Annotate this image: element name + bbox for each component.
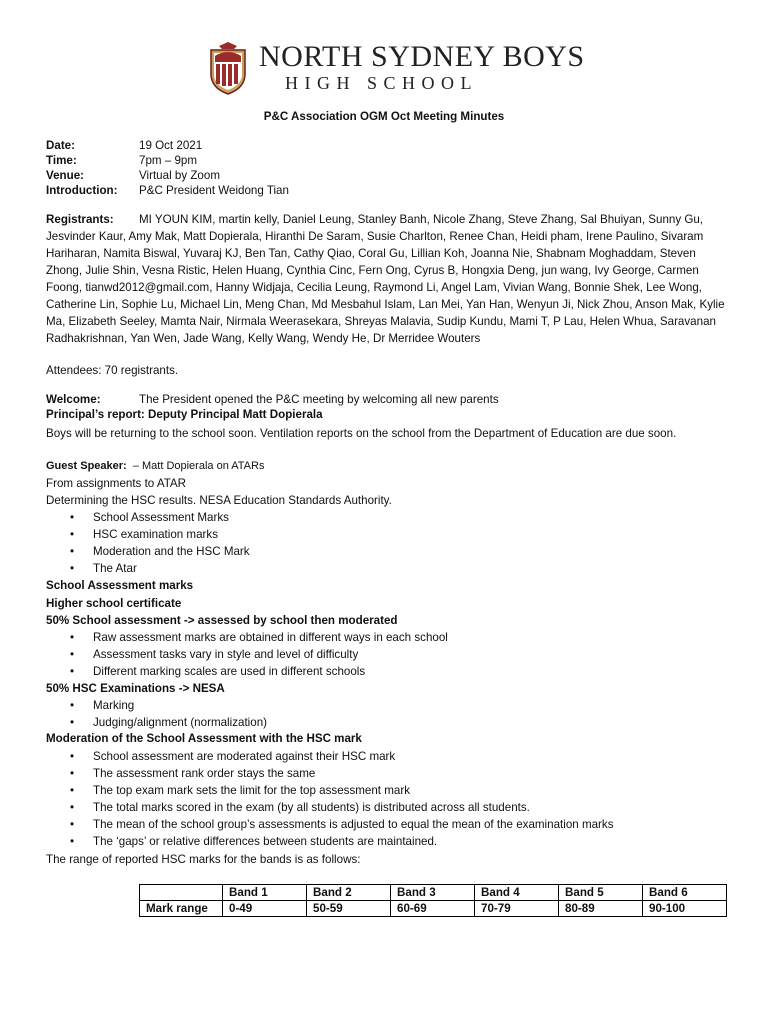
meta-label: Time: <box>46 154 77 167</box>
hsc-50-bullets <box>46 697 736 731</box>
table-row <box>140 901 727 917</box>
section-heading-sam: School Assessment marks <box>46 579 194 592</box>
table-cell: 50-59 <box>307 901 391 917</box>
meta-label: Venue: <box>46 169 85 182</box>
registrants-names: MI YOUN KIM, martin kelly, Daniel Leung, Stanley Banh, Nicole Zhang, Steve Zhang, Sal Bhuiyan, Sunny Gu, Jesvinder Kaur, Amy Mak, Matt Dopierala, Hiranthi De Saram, Susie Charlton, Renee Chan, Heidi pham, Irene Paulino, Sivaram Hariharan, Namita Biswal, Yuvaraj KJ, Ben Tan, Cathy Qiao, Coral Gu, Lillian Koh, Joanna Nie, Shabnam Moghaddam, Steven Zhong, Julie Shin, Vesna Ristic, Helen Huang, Cynthia Cinc, Fern Ong, Cyrus B, Hongxia Deng, jun wang, Ivy George, Carmen Foong, tianwd2012@gmail.com, Hanny Widjaja, Cecilia Leung, Raymond Li, Angel Lam, Vivian Wang, Bonnie Shek, Lee Wong, Catherine Lin, Sophie Lu, Michael Lin, Meng Chan, Md Mesbahul Islam, Lan Mei, Yan Han, Wenyun Ji, Nick Zhou, Anson Mak, Kylie Ma, Elizabeth Seeley, Mamta Nair, Nirmala Weerasekara, Shreyas Malavia, Sudip Kundu, Mami T, P Lau, Helen Whua, Saravanan Radhakrishnan, Yan Wen, Jade Wang, Kelly Wang, Wendy He, Dr Merridee Wouters <box>46 213 725 345</box>
school-crest-logo <box>207 40 249 96</box>
guest-line1: From assignments to ATAR <box>46 477 187 490</box>
guest-line2: Determining the HSC results. NESA Education Standards Authority. <box>46 494 392 507</box>
principal-text: Boys will be returning to the school soon. Ventilation reports on the school from the Department of Education are due soon. <box>46 427 677 440</box>
registrants-label: Registrants: <box>46 213 114 226</box>
school-50-bullets <box>46 629 736 680</box>
section-heading-school-50: 50% School assessment -> assessed by school then moderated <box>46 614 398 627</box>
list-item: • Raw assessment marks are obtained in different ways in each school <box>46 629 736 646</box>
attendees-line: Attendees: 70 registrants. <box>46 364 179 377</box>
meta-row-venue <box>46 168 289 183</box>
table-header-cell: Band 6 <box>643 885 727 901</box>
table-cell: 60-69 <box>391 901 475 917</box>
meta-label: Introduction: <box>46 184 118 197</box>
range-intro: The range of reported HSC marks for the bands is as follows: <box>46 853 361 866</box>
list-item: • Judging/alignment (normalization) <box>46 714 736 731</box>
table-header-cell: Band 1 <box>223 885 307 901</box>
meta-row-date <box>46 138 289 153</box>
meta-row-time <box>46 153 289 168</box>
band-table <box>139 884 727 917</box>
guest-bullets <box>46 509 736 577</box>
list-item: • HSC examination marks <box>46 526 736 543</box>
list-item: • The mean of the school group’s assessments is adjusted to equal the mean of the examination marks <box>46 816 736 833</box>
table-cell: 80-89 <box>559 901 643 917</box>
section-heading-hsc-cert: Higher school certificate <box>46 597 182 610</box>
list-item: • Assessment tasks vary in style and level of difficulty <box>46 646 736 663</box>
wordmark-line1: NORTH SYDNEY BOYS <box>259 40 585 73</box>
list-item: • The total marks scored in the exam (by all students) is distributed across all students. <box>46 799 736 816</box>
list-item: • The assessment rank order stays the same <box>46 765 736 782</box>
section-heading-moderation: Moderation of the School Assessment with the HSC mark <box>46 732 362 745</box>
table-header-cell <box>140 885 223 901</box>
list-item: • Different marking scales are used in different schools <box>46 663 736 680</box>
meta-value: Virtual by Zoom <box>139 169 220 182</box>
meta-label: Date: <box>46 139 75 152</box>
guest-speaker-line <box>46 458 736 475</box>
table-header-cell: Band 4 <box>475 885 559 901</box>
meta-value: P&C President Weidong Tian <box>139 184 289 197</box>
meta-value: 19 Oct 2021 <box>139 139 203 152</box>
table-header-cell: Band 3 <box>391 885 475 901</box>
list-item: • School assessment are moderated against their HSC mark <box>46 748 736 765</box>
list-item: • The ‘gaps’ or relative differences between students are maintained. <box>46 833 736 850</box>
table-header-cell: Band 2 <box>307 885 391 901</box>
table-row-label: Mark range <box>140 901 223 917</box>
wordmark-line2: HIGH SCHOOL <box>285 73 478 93</box>
list-item: • The top exam mark sets the limit for the top assessment mark <box>46 782 736 799</box>
list-item: • Marking <box>46 697 736 714</box>
table-cell: 0-49 <box>223 901 307 917</box>
school-wordmark <box>259 42 585 94</box>
meta-row-introduction <box>46 183 289 198</box>
welcome-text: The President opened the P&C meeting by welcoming all new parents <box>139 393 499 406</box>
school-header <box>207 40 585 100</box>
table-cell: 90-100 <box>643 901 727 917</box>
table-header-row <box>140 885 727 901</box>
table-cell: 70-79 <box>475 901 559 917</box>
guest-speaker-label: Guest Speaker: <box>46 460 127 472</box>
principal-heading: Principal’s report: Deputy Principal Matt Dopierala <box>46 408 323 421</box>
registrants-paragraph <box>46 211 726 347</box>
table-header-cell: Band 5 <box>559 885 643 901</box>
list-item: • School Assessment Marks <box>46 509 736 526</box>
document-title: P&C Association OGM Oct Meeting Minutes <box>263 110 505 123</box>
guest-speaker-text: – Matt Dopierala on ATARs <box>126 460 265 472</box>
section-heading-hsc-50: 50% HSC Examinations -> NESA <box>46 682 225 695</box>
moderation-bullets <box>46 748 736 850</box>
list-item: • The Atar <box>46 560 736 577</box>
meeting-details <box>46 138 289 198</box>
welcome-label: Welcome: <box>46 393 101 406</box>
meta-value: 7pm – 9pm <box>139 154 197 167</box>
list-item: • Moderation and the HSC Mark <box>46 543 736 560</box>
